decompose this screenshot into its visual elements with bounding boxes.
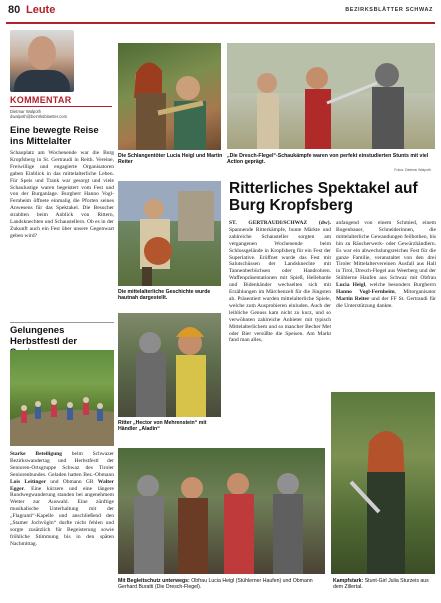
- caption-kampfstark-text: Stunt-Girl Julia Sturzeis aus dem Zillertal.: [333, 578, 429, 591]
- kommentar-rule: [10, 106, 112, 107]
- senioren-text-1: beim Schwazer Bezirkswandertag und Herbstfestl der Senioren-Ortsgruppe Schwaz des Tiroler Seniorenbundes. Geladen hatten Bez.-Obmann: [10, 451, 114, 478]
- caption-begleitschutz-lead: Mit Begleitschutz unterwegs:: [118, 578, 190, 584]
- section-title: Leute: [26, 4, 56, 16]
- main-name-vogl: Hanno Vogl-Fernheim: [336, 289, 395, 296]
- main-text-col2-a: anfangend von einem Schmied, einem Bogenbauer, Schneiderinnen, die mittelalterliche Gewandungen feilbothen, bis hin zu Räucherwerk- oder Gewürzhändlern. Es war ein abwechslungsreiches Fest für die ganze Familie, veranstaltet von den drei Tiroler Mittelaltervereinen Ausfall aus Hall in Tirol, Dresch-Flegel aus Weerberg und der Stühlerne Haufen aus Schwaz mit Obfrau: [336, 220, 436, 282]
- page-number: 80: [8, 4, 21, 16]
- main-dateline: ST. GERTRAUDI/SCHWAZ (dw).: [229, 220, 331, 226]
- main-name-reiter: Martin Reiter: [336, 295, 370, 302]
- caption-begleitschutz-text: Obfrau Lucia Heigl (Stühlerner Haufen) und Obmann Gerhard Buratti (Die Dresch-Flegel).: [118, 578, 313, 591]
- kommentar-label: KOMMENTAR: [10, 95, 72, 105]
- main-name-heigl: Lucia Heigl: [336, 282, 366, 289]
- main-text-col2-b: , welche besonders Burgherrn: [365, 282, 436, 289]
- author-info: [10, 109, 67, 119]
- hikers-illustration: [10, 350, 114, 446]
- main-body-col1: [229, 220, 331, 344]
- begleitschutz-photo: [118, 448, 325, 574]
- main-text-col1: Spannende Ritterkämpfe, bunte Märkte und zahlreiche Schausteller sorgten am vergangenen Wochenende beim Schlossgelände in Kropfsberg für ein Fest der Superlative. Eröffnet wurde das Fest mit Salutschüssen der Landsknechte mit Tannenberbüchsen oder Handrohren. Waffenpräsentationen mit Spieß, Hellebarde und Bidenhänder wechselten sich mit Erzählungen im Märchenzelt für die Jüngsten ab. Präsentiert wurden mittelalterliche Spiele, welche zum Ausprobieren einluden. Auch der leibliche Genuss kam nicht zu kurz, und so verwöhnten zahlreiche Anbieter mit typisch Mittelalterlichem und so mancher Becher Met oder Bier versüßte die Speisen. Am Markt fand man alles,: [229, 226, 331, 344]
- senioren-body: [10, 451, 114, 548]
- photo-credit: Fotos: Dietmar Walpoth: [394, 168, 431, 172]
- hector-photo: [118, 313, 221, 417]
- caption-geschichte: Die mittelalterliche Geschichte wurde hautnah dargestellt.: [118, 289, 211, 302]
- caption-hector: Ritter „Hector von Mehrenstein“ mit Händler „Aladin“: [118, 420, 207, 433]
- main-headline: Ritterliches Spektakel auf Burg Kropfsberg: [229, 180, 418, 214]
- kommentar-body: Schauplatz am Wochenende war die Burg Kropfsberg in St. Gertraudi in Reith. Vereine, Freiwillige und engagierte Organisatoren gaben Einblick in das mittelalterliche Leben. Für Speis und Trank war gesorgt und viele Schaulustige waren begeistert vom Fest und von der Burganlage. Burgherr Hanno Vogl-Fernheim öffnete einmalig die Pforten seines Anwesens für das Spektakel. Die Besucher strahlten beim Anblick von Rittern, Landsknechten und Schaustellern. Ob es in der Zukunft auch ein Fest über unsere Gegenwart geben wird?: [10, 150, 114, 239]
- caption-begleitschutz: [118, 578, 328, 591]
- senioren-text-2: und Obmann GR: [46, 478, 98, 485]
- author-email[interactable]: dwalpoth@bezirksblaetter.com: [10, 114, 68, 120]
- senioren-photo: [10, 350, 114, 446]
- kommentar-headline: Eine bewegte Reise ins Mittelalter: [10, 125, 99, 147]
- senioren-name-1: Lois Leitinger: [10, 478, 47, 485]
- senioren-headline: Gelungenes Herbstfestl der: [10, 325, 78, 347]
- header-rule: [6, 22, 435, 24]
- senioren-text-3: . Eine kürzere und eine längere Rundwegwanderung standen bei angenehmem Wetter zur Auswahl. Eine zünftige musikalische Unterhaltung mit der „Flagranti“-Kapelle und anschließend den „Stamer Jochvögln“ durfte nicht fehlen und sorgte zusätzlich für Begeisterung sowie fröhliche Stimmung bis in den späten Nachmittag.: [10, 485, 114, 547]
- main-text-col2-c: , Mitorganisator: [394, 289, 436, 296]
- main-text-col2-d: und der FF St. Gertraudi für die Unterstützung dankte.: [336, 295, 436, 309]
- caption-kampfstark-lead: Kampfstark:: [333, 578, 364, 584]
- author-portrait: [10, 30, 74, 92]
- publication-name: BEZIRKSBLÄTTER SCHWAZ: [345, 7, 433, 13]
- caption-kampfstark: [333, 578, 436, 591]
- caption-dresch-flegel: „Die Dresch-Flegel“-Schaukämpfe waren von perfekt einstudierten Stunts mit viel Action geprägt.: [227, 153, 429, 166]
- dresch-flegel-photo: [227, 43, 435, 149]
- schlangentoeter-photo: [118, 43, 221, 150]
- caption-schlangentoeter: Die Schlangentöter Lucia Heigl und Martin Reiter: [118, 153, 223, 166]
- kampfstark-photo: [331, 392, 435, 574]
- geschichte-photo: [118, 181, 221, 286]
- senioren-name-2: Walter Egger: [10, 478, 114, 492]
- author-name: Dietmar Walpoth: [10, 109, 42, 114]
- senioren-lead: Starke Beteiligung: [10, 451, 62, 457]
- main-body-col2: [336, 220, 436, 310]
- column-divider: [10, 322, 114, 323]
